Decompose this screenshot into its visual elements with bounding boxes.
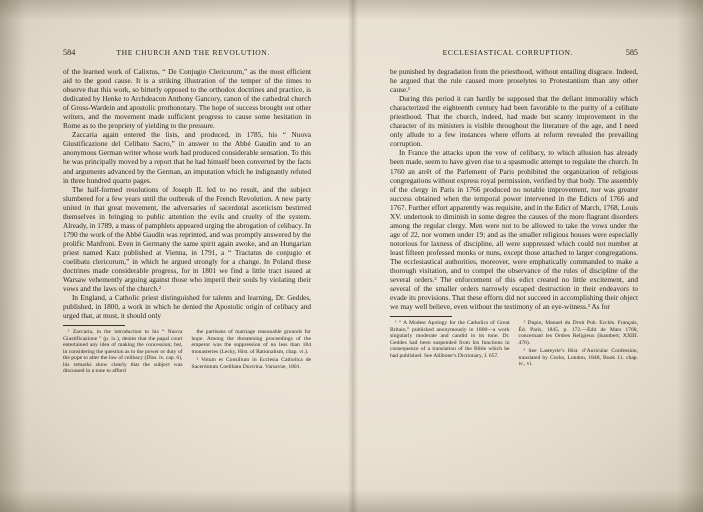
right-page-number: 585	[625, 48, 638, 57]
paragraph: be punished by degradation from the priesthood, without entailing disgrace. Indeed, he argued that the rule caused more proselytes to Protestantism than any other cause.¹	[390, 67, 638, 95]
footnote-column	[192, 329, 312, 377]
left-footnotes	[63, 329, 311, 377]
page-edge-shadow-right	[677, 0, 703, 512]
paragraph: In France the attacks upon the vow of celibacy, to which allusion has already been made, seem to have given rise to a spasmodic attempt to regulate the church. In 1760 an arrêt of the Parlement of Paris prohibited the organization of religious congregations without express royal permission, verified by that body. The assembly of the clergy in Paris in 1766 produced no notable improvement, nor was greater success obtained when the temporal power intervened in the Edicts of 1766 and 1767. Further effort apparently was requisite, and in the Edict of March, 1768, Louis XV. undertook to diminish in some degree the causes of the more flagrant disorders among the regular clergy. Men were not to be allowed to take the vows under the age of 22, nor women under 19; and as the smaller religious houses were especially notorious for laxness of discipline, all were suppressed which could not number at least fifteen professed monks or nuns, except those attached to larger congregations. The ecclesiastical authorities, moreover, were emphatically commanded to make a thorough visitation, and to compel the observance of the rules of discipline of the several orders.² The enforcement of this edict created no little excitement, and several of the smaller orders narrowly escaped destruction in their endeavors to evade its provisions. That these efforts did not succeed in accomplishing their object we may well believe, even without the testimony of an eye-witness.³ As for	[390, 148, 638, 312]
left-page	[63, 48, 311, 377]
page-edge-shadow-bottom	[0, 490, 703, 512]
paragraph: In England, a Catholic priest distinguished for talents and learning, Dr. Geddes, published, in 1800, a work in which he denied the Apostolic origin of celibacy and urged that, at most, it should only	[63, 293, 311, 321]
page-edge-shadow-top	[0, 0, 703, 20]
footnote-rule	[390, 316, 452, 317]
page-edge-shadow-left	[0, 0, 26, 512]
footnote: ¹ Zaccaria, in the introduction to his “ Nuova Giustificazione ” (p. ix.), denies that the papal court entertained any idea of making the concession; but, in considering the question as to the power or duty of the pope to alter the law of celibacy (Dìss. iv. cap. 6), his remarks show clearly that the subject was discussed in a tone to afford	[63, 329, 183, 375]
footnote: ² Votum et Consilium in Ecclesia Catholica de Sacerdotum Coelibatu Doctrina. Varsaviæ, 1801.	[191, 357, 311, 370]
footnote-column	[63, 329, 183, 377]
footnote-rule	[63, 325, 125, 326]
left-running-head-title: THE CHURCH AND THE REVOLUTION.	[116, 48, 270, 57]
footnote: ¹ “ A Modest Apology for the Catholics of Great Britain,” published anonymously in 1800—a work singularly moderate and candid in its tone. Dr. Geddes had been suspended from his functions in consequence of a translation of the Bible which he had published. See Allibone’s Dictionary, I. 657.	[390, 320, 510, 359]
paragraph: of the learned work of Calixtus, “ De Conjugio Clericorum,” as the most efficient aid to the good cause. It is a striking illustration of the temper of the times to observe that this work, so bitterly opposed to the orthodox doctrines and practice, is dedicated by Henke to Archdeacon Anthony Gancory, canon of the cathedral church of Gross-Wardein and apostolic prothonotary. The hope of success brought out other writers, and the movement made sufficient progress to cause some hesitation in Rome as to the propriety of yielding to the pressure.	[63, 67, 311, 131]
right-page	[390, 48, 638, 370]
footnote: ² Dupin, Manuel du Droit Pub. Ecclés. Français, Éd. Paris, 1845, p. 172.—Edit de Mars 1768, concernant les Ordres Religieux (Isambert, XXIII. 476).	[518, 320, 638, 346]
page-gutter	[348, 0, 358, 512]
paragraph: The half-formed resolutions of Joseph II. led to no result, and the subject slumbered for a few years until the outbreak of the French Revolution. A new party united in that great movement, the adversaries of sacerdotal asceticism bestirred themselves in bringing to public attention the evils and cruelty of the system. Already, in 1789, a mass of pamphlets appeared urging the abrogation of celibacy. In 1790 the work of the Abbé Gaudin was reprinted, and was promptly answered by the prolific Manfroni. Even in Germany the same spirit again awoke, and an Hungarian priest named Katz published at Vienna, in 1791, a “ Tractatus de conjugio et coelibatu clericorum,” in which he argued strongly for a change. In Poland these doctrines made considerable progress, for in 1801 we find a little tract issued at Warsaw vehemently arguing against those who imperil their souls by violating their vows and the laws of the church.²	[63, 184, 311, 294]
footnote-column	[519, 320, 639, 370]
right-footnotes	[390, 320, 638, 370]
left-body-text	[63, 67, 311, 320]
paragraph: Zaccaria again entered the lists, and produced, in 1785, his “ Nuova Giustificazione del Celibato Sacro,” in answer to the Abbé Gaudin and to an anonymous German writer whose work had produced considerable sensation. To this he was principally moved by a report that he had himself been converted by the facts and arguments advanced by the German, an imputation which he indignantly refuted in three hundred quarto pages.	[63, 130, 311, 185]
footnote-continued: the partisans of marriage reasonable grounds for hope. Among the threatening proceedings of the emperor was the suppression of no less than 184 monasteries (Lecky, Hist. of Rationalism, chap. vi.).	[191, 329, 311, 355]
footnote: ³ See Lasteyrie’s Hist. d’Auricular Confession, translated by Cocks, London, 1848, Book 11. chap. iv., vi.	[518, 348, 638, 368]
paragraph: During this period it can hardly be supposed that the defiant immorality which characterized the eighteenth century had been favorable to the purity of a celibate priesthood. That the church, indeed, had made but scanty improvement in the character of its ministers is visible throughout the literature of the age, and I need only allude to a few instances where efforts at reform revealed the prevailing corruption.	[390, 94, 638, 149]
left-page-number: 584	[63, 48, 76, 57]
right-running-head	[390, 48, 638, 58]
right-running-head-title: ECCLESIASTICAL CORRUPTION.	[442, 48, 574, 57]
right-body-text	[390, 67, 638, 311]
left-running-head	[63, 48, 311, 58]
footnote-column	[390, 320, 510, 370]
